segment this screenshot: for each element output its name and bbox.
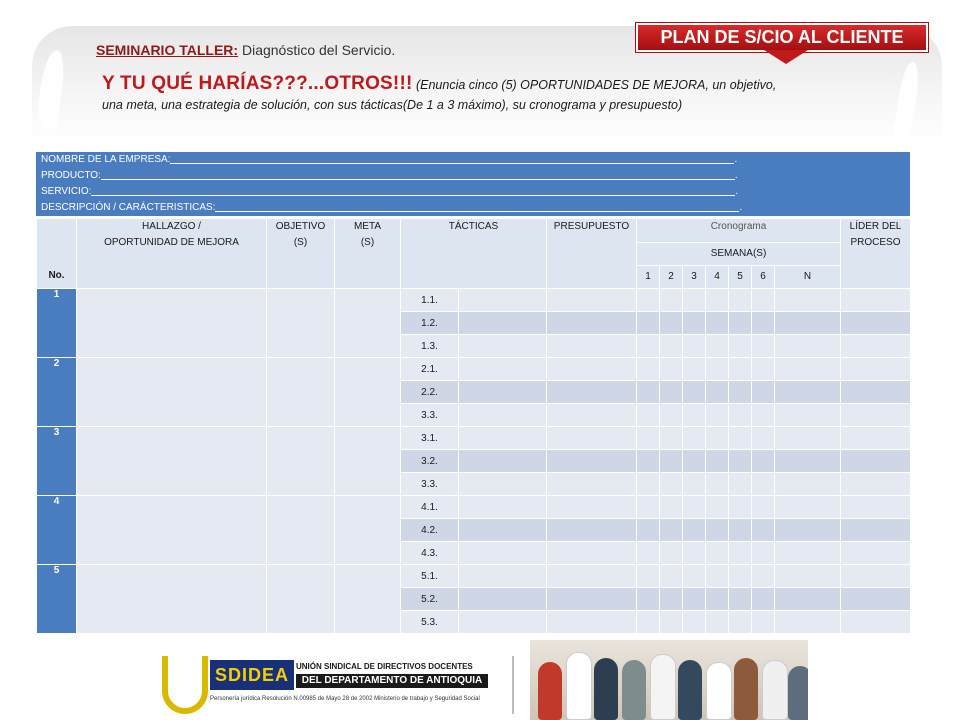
- tactic-cell[interactable]: [459, 335, 547, 358]
- week-cell[interactable]: [729, 473, 752, 496]
- week-cell[interactable]: [729, 450, 752, 473]
- tactic-cell[interactable]: [459, 289, 547, 312]
- description-row: [36, 200, 910, 216]
- week-cell[interactable]: [706, 404, 729, 427]
- meta-cell[interactable]: [335, 289, 401, 358]
- leader-cell[interactable]: [841, 611, 911, 634]
- week-cell[interactable]: [637, 565, 660, 588]
- table-row: [37, 427, 911, 450]
- header-presupuesto: PRESUPUESTO: [547, 219, 637, 289]
- description-blank[interactable]: [215, 200, 739, 212]
- week-cell[interactable]: [729, 565, 752, 588]
- exercise-instructions: (Enuncia cinco (5) OPORTUNIDADES DE MEJORA, un objetivo, una meta, una estrategia de solución, con sus tácticas(De 1 a 3 máximo), su cronograma y presupuesto): [102, 78, 777, 112]
- week-cell[interactable]: [683, 519, 706, 542]
- leader-cell[interactable]: [841, 312, 911, 335]
- week-cell[interactable]: [637, 473, 660, 496]
- week-cell[interactable]: [775, 289, 841, 312]
- week-cell[interactable]: [637, 496, 660, 519]
- week-cell[interactable]: [752, 519, 775, 542]
- meta-cell[interactable]: [335, 565, 401, 634]
- week-cell[interactable]: [683, 542, 706, 565]
- table-row: [37, 358, 911, 381]
- tactic-cell[interactable]: [459, 404, 547, 427]
- seminar-topic: Diagnóstico del Servicio.: [238, 42, 396, 58]
- week-cell[interactable]: [752, 473, 775, 496]
- product-blank[interactable]: [101, 168, 735, 180]
- hallazgo-cell[interactable]: [77, 496, 267, 565]
- week-cell[interactable]: [706, 519, 729, 542]
- week-cell[interactable]: [637, 427, 660, 450]
- week-cell[interactable]: [775, 473, 841, 496]
- week-cell[interactable]: [660, 473, 683, 496]
- week-cell[interactable]: [706, 289, 729, 312]
- week-cell[interactable]: [706, 611, 729, 634]
- week-cell[interactable]: [706, 335, 729, 358]
- tactic-label: 1.3.: [401, 335, 459, 358]
- week-1: 1: [637, 266, 660, 289]
- description-period: .: [739, 202, 743, 213]
- week-cell[interactable]: [752, 358, 775, 381]
- tactic-cell[interactable]: [459, 381, 547, 404]
- header-cronograma: Cronograma: [637, 219, 841, 243]
- week-cell[interactable]: [660, 381, 683, 404]
- badge-arrow-icon: [764, 50, 808, 64]
- leader-cell[interactable]: [841, 496, 911, 519]
- budget-cell[interactable]: [547, 335, 637, 358]
- tactic-label: 3.3.: [401, 404, 459, 427]
- table-row: [37, 565, 911, 588]
- leader-cell[interactable]: [841, 404, 911, 427]
- tactic-cell[interactable]: [459, 611, 547, 634]
- week-cell[interactable]: [683, 381, 706, 404]
- photo-person: [650, 654, 676, 720]
- week-2: 2: [660, 266, 683, 289]
- service-blank[interactable]: [91, 184, 735, 196]
- week-cell[interactable]: [660, 519, 683, 542]
- week-cell[interactable]: [752, 450, 775, 473]
- hallazgo-cell[interactable]: [77, 427, 267, 496]
- week-cell[interactable]: [637, 358, 660, 381]
- week-cell[interactable]: [775, 335, 841, 358]
- company-name-row: [36, 152, 910, 168]
- week-cell[interactable]: [775, 565, 841, 588]
- tactic-cell[interactable]: [459, 312, 547, 335]
- week-cell[interactable]: [637, 542, 660, 565]
- hallazgo-cell[interactable]: [77, 289, 267, 358]
- week-cell[interactable]: [683, 611, 706, 634]
- photo-person: [706, 662, 732, 720]
- plan-title-badge: PLAN DE S/CIO AL CLIENTE: [636, 23, 928, 52]
- week-cell[interactable]: [683, 588, 706, 611]
- tactic-label: 3.1.: [401, 427, 459, 450]
- budget-cell[interactable]: [547, 427, 637, 450]
- week-cell[interactable]: [683, 565, 706, 588]
- week-cell[interactable]: [683, 496, 706, 519]
- week-cell[interactable]: [706, 473, 729, 496]
- row-number: 2: [37, 358, 77, 427]
- budget-cell[interactable]: [547, 289, 637, 312]
- week-cell[interactable]: [775, 312, 841, 335]
- tactic-label: 1.1.: [401, 289, 459, 312]
- header-hallazgo-line1: HALLAZGO /: [142, 221, 201, 232]
- budget-cell[interactable]: [547, 473, 637, 496]
- photo-person: [566, 652, 592, 720]
- week-cell[interactable]: [752, 496, 775, 519]
- week-5: 5: [729, 266, 752, 289]
- photo-person: [538, 662, 562, 720]
- week-cell[interactable]: [706, 542, 729, 565]
- company-info-panel: [36, 152, 910, 216]
- week-cell[interactable]: [660, 611, 683, 634]
- photo-person: [678, 660, 702, 720]
- week-cell[interactable]: [660, 289, 683, 312]
- week-cell[interactable]: [637, 312, 660, 335]
- week-cell[interactable]: [752, 312, 775, 335]
- budget-cell[interactable]: [547, 312, 637, 335]
- budget-cell[interactable]: [547, 496, 637, 519]
- tactic-label: 5.1.: [401, 565, 459, 588]
- table-row: [37, 496, 911, 519]
- product-row: [36, 168, 910, 184]
- row-number: 1: [37, 289, 77, 358]
- week-cell[interactable]: [660, 588, 683, 611]
- week-cell[interactable]: [683, 335, 706, 358]
- logo-tagline-2: DEL DEPARTAMENTO DE ANTIOQUIA: [296, 674, 488, 688]
- week-6: 6: [752, 266, 775, 289]
- meta-cell[interactable]: [335, 496, 401, 565]
- group-photo: [530, 640, 808, 720]
- week-cell[interactable]: [729, 335, 752, 358]
- header-objetivo-line1: OBJETIVO: [275, 221, 326, 232]
- photo-person: [762, 660, 788, 720]
- header-meta: [335, 219, 401, 289]
- objetivo-cell[interactable]: [267, 427, 335, 496]
- week-cell[interactable]: [729, 404, 752, 427]
- logo-tagline-1: UNIÓN SINDICAL DE DIRECTIVOS DOCENTES: [296, 662, 473, 671]
- leader-cell[interactable]: [841, 289, 911, 312]
- header-lider-line2: PROCESO: [850, 237, 901, 248]
- tactic-label: 1.2.: [401, 312, 459, 335]
- week-n: N: [775, 266, 841, 289]
- week-cell[interactable]: [775, 358, 841, 381]
- week-cell[interactable]: [706, 565, 729, 588]
- row-number: 5: [37, 565, 77, 634]
- budget-cell[interactable]: [547, 381, 637, 404]
- week-cell[interactable]: [752, 427, 775, 450]
- footer-divider: [512, 656, 514, 714]
- week-cell[interactable]: [660, 496, 683, 519]
- leader-cell[interactable]: [841, 519, 911, 542]
- row-number: 3: [37, 427, 77, 496]
- week-cell[interactable]: [660, 404, 683, 427]
- budget-cell[interactable]: [547, 519, 637, 542]
- tactic-label: 2.2.: [401, 381, 459, 404]
- week-cell[interactable]: [706, 427, 729, 450]
- leader-cell[interactable]: [841, 588, 911, 611]
- week-cell[interactable]: [660, 335, 683, 358]
- week-cell[interactable]: [706, 381, 729, 404]
- leader-cell[interactable]: [841, 473, 911, 496]
- company-name-period: .: [734, 154, 738, 165]
- description-label: DESCRIPCIÓN / CARÁCTERISTICAS:: [41, 202, 216, 213]
- week-cell[interactable]: [729, 312, 752, 335]
- week-cell[interactable]: [729, 427, 752, 450]
- week-cell[interactable]: [683, 358, 706, 381]
- leader-cell[interactable]: [841, 358, 911, 381]
- week-cell[interactable]: [752, 335, 775, 358]
- week-cell[interactable]: [729, 358, 752, 381]
- logo-wordmark: SDIDEA: [210, 660, 294, 690]
- week-cell[interactable]: [775, 519, 841, 542]
- header-meta-line1: META: [353, 221, 382, 232]
- week-cell[interactable]: [637, 450, 660, 473]
- week-cell[interactable]: [729, 588, 752, 611]
- week-cell[interactable]: [775, 588, 841, 611]
- seminar-subtitle: [96, 42, 395, 58]
- objetivo-cell[interactable]: [267, 358, 335, 427]
- week-cell[interactable]: [660, 358, 683, 381]
- week-cell[interactable]: [729, 542, 752, 565]
- exercise-heading: [102, 74, 792, 115]
- tactic-cell[interactable]: [459, 588, 547, 611]
- leader-cell[interactable]: [841, 381, 911, 404]
- header-objetivo-line2: (S): [293, 237, 308, 248]
- week-cell[interactable]: [637, 611, 660, 634]
- tactic-cell[interactable]: [459, 427, 547, 450]
- week-cell[interactable]: [752, 542, 775, 565]
- budget-cell[interactable]: [547, 450, 637, 473]
- leader-cell[interactable]: [841, 427, 911, 450]
- product-label: PRODUCTO:: [41, 170, 101, 181]
- week-cell[interactable]: [706, 312, 729, 335]
- meta-cell[interactable]: [335, 358, 401, 427]
- week-cell[interactable]: [637, 519, 660, 542]
- week-cell[interactable]: [683, 450, 706, 473]
- week-cell[interactable]: [775, 427, 841, 450]
- week-cell[interactable]: [660, 542, 683, 565]
- budget-cell[interactable]: [547, 565, 637, 588]
- header-lider: [841, 219, 911, 289]
- week-cell[interactable]: [729, 611, 752, 634]
- tactic-label: 5.2.: [401, 588, 459, 611]
- hallazgo-cell[interactable]: [77, 358, 267, 427]
- header-no: No.: [37, 219, 77, 289]
- week-cell[interactable]: [729, 519, 752, 542]
- week-4: 4: [706, 266, 729, 289]
- leader-cell[interactable]: [841, 450, 911, 473]
- service-label: SERVICIO:: [41, 186, 92, 197]
- week-cell[interactable]: [752, 289, 775, 312]
- header-semanas: SEMANA(S): [637, 243, 841, 266]
- week-cell[interactable]: [683, 473, 706, 496]
- week-cell[interactable]: [775, 450, 841, 473]
- tactic-label: 5.3.: [401, 611, 459, 634]
- week-cell[interactable]: [660, 565, 683, 588]
- week-cell[interactable]: [660, 427, 683, 450]
- tactic-label: 2.1.: [401, 358, 459, 381]
- leader-cell[interactable]: [841, 335, 911, 358]
- week-cell[interactable]: [752, 588, 775, 611]
- hallazgo-cell[interactable]: [77, 565, 267, 634]
- week-cell[interactable]: [775, 404, 841, 427]
- photo-person: [788, 666, 808, 720]
- budget-cell[interactable]: [547, 588, 637, 611]
- logo-legal-text: Personería jurídica Resolución N.00985 de Mayo 28 de 2002 Ministerio de trabajo y Seguridad Social: [210, 696, 480, 702]
- plan-rows: [37, 289, 911, 634]
- week-cell[interactable]: [775, 542, 841, 565]
- tactic-cell[interactable]: [459, 565, 547, 588]
- tactic-cell[interactable]: [459, 358, 547, 381]
- improvement-plan-table: [36, 218, 911, 634]
- tactic-label: 3.3.: [401, 473, 459, 496]
- budget-cell[interactable]: [547, 404, 637, 427]
- tactic-label: 3.2.: [401, 450, 459, 473]
- header-lider-line1: LÍDER DEL: [849, 221, 902, 232]
- budget-cell[interactable]: [547, 611, 637, 634]
- tactic-cell[interactable]: [459, 519, 547, 542]
- tactic-cell[interactable]: [459, 496, 547, 519]
- week-cell[interactable]: [775, 496, 841, 519]
- product-period: .: [734, 170, 738, 181]
- objetivo-cell[interactable]: [267, 496, 335, 565]
- service-period: .: [735, 186, 739, 197]
- company-name-label: NOMBRE DE LA EMPRESA:: [41, 154, 171, 165]
- week-cell[interactable]: [775, 381, 841, 404]
- week-cell[interactable]: [752, 404, 775, 427]
- week-cell[interactable]: [706, 496, 729, 519]
- week-cell[interactable]: [660, 312, 683, 335]
- tactic-label: 4.3.: [401, 542, 459, 565]
- header-tacticas: TÁCTICAS: [401, 219, 547, 289]
- week-cell[interactable]: [729, 381, 752, 404]
- week-cell[interactable]: [637, 381, 660, 404]
- week-cell[interactable]: [637, 289, 660, 312]
- week-cell[interactable]: [775, 611, 841, 634]
- week-cell[interactable]: [706, 588, 729, 611]
- exercise-title: Y TU QUÉ HARÍAS???...OTROS!!!: [102, 73, 413, 94]
- objetivo-cell[interactable]: [267, 289, 335, 358]
- row-number: 4: [37, 496, 77, 565]
- week-3: 3: [683, 266, 706, 289]
- week-cell[interactable]: [706, 450, 729, 473]
- service-row: [36, 184, 910, 200]
- logo-u-mark: [162, 656, 208, 714]
- week-cell[interactable]: [752, 611, 775, 634]
- week-cell[interactable]: [752, 381, 775, 404]
- budget-cell[interactable]: [547, 542, 637, 565]
- header-hallazgo-line2: OPORTUNIDAD DE MEJORA: [104, 237, 239, 248]
- photo-person: [622, 660, 646, 720]
- tactic-label: 4.2.: [401, 519, 459, 542]
- week-cell[interactable]: [729, 289, 752, 312]
- seminar-label: SEMINARIO TALLER:: [96, 42, 239, 58]
- week-cell[interactable]: [683, 427, 706, 450]
- header-hallazgo: [77, 219, 267, 289]
- week-cell[interactable]: [683, 404, 706, 427]
- tactic-cell[interactable]: [459, 542, 547, 565]
- week-cell[interactable]: [683, 312, 706, 335]
- tactic-cell[interactable]: [459, 450, 547, 473]
- tactic-label: 4.1.: [401, 496, 459, 519]
- budget-cell[interactable]: [547, 358, 637, 381]
- week-cell[interactable]: [660, 450, 683, 473]
- week-cell[interactable]: [706, 358, 729, 381]
- usdidea-logo: [150, 648, 496, 718]
- header-objetivo: [267, 219, 335, 289]
- header-meta-line2: (S): [360, 237, 375, 248]
- week-cell[interactable]: [637, 335, 660, 358]
- week-cell[interactable]: [752, 565, 775, 588]
- meta-cell[interactable]: [335, 427, 401, 496]
- photo-person: [594, 658, 618, 720]
- week-cell[interactable]: [637, 404, 660, 427]
- week-cell[interactable]: [637, 588, 660, 611]
- tactic-cell[interactable]: [459, 473, 547, 496]
- photo-person: [734, 658, 758, 720]
- week-cell[interactable]: [683, 289, 706, 312]
- leader-cell[interactable]: [841, 565, 911, 588]
- objetivo-cell[interactable]: [267, 565, 335, 634]
- table-row: [37, 289, 911, 312]
- leader-cell[interactable]: [841, 542, 911, 565]
- week-cell[interactable]: [729, 496, 752, 519]
- company-name-blank[interactable]: [170, 152, 734, 164]
